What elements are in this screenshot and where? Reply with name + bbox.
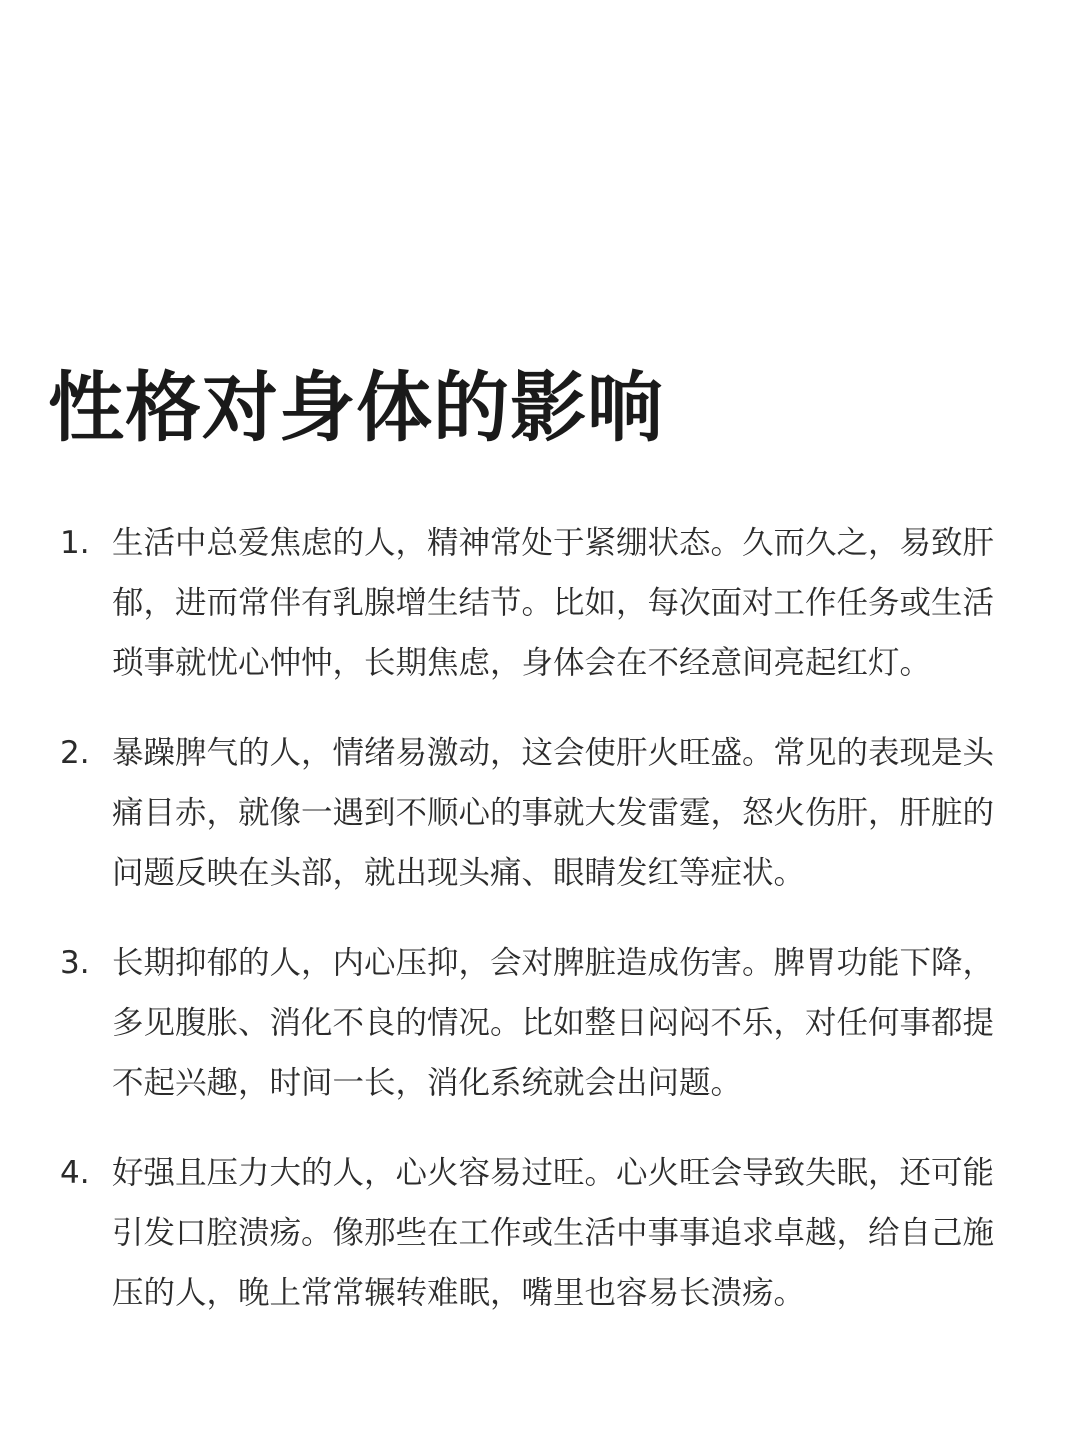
item-text: 暴躁脾气的人，情绪易激动，这会使肝火旺盛。常见的表现是头痛目赤，就像一遇到不顺心的事就大发雷霆，怒火伤肝，肝脏的问题反映在头部，就出现头痛、眼睛发红等症状。 xyxy=(112,735,995,891)
item-number: 2. xyxy=(60,735,90,771)
list-item xyxy=(0,723,1080,903)
item-text: 好强且压力大的人，心火容易过旺。心火旺会导致失眠，还可能引发口腔溃疡。像那些在工作或生活中事事追求卓越，给自己施压的人，晚上常常辗转难眠，嘴里也容易长溃疡。 xyxy=(112,1155,995,1311)
item-number: 4. xyxy=(60,1155,90,1191)
item-number: 3. xyxy=(60,945,90,981)
list-item xyxy=(0,933,1080,1113)
page-title: 性格对身体的影响 xyxy=(48,363,664,452)
list-item xyxy=(0,1143,1080,1323)
item-text: 生活中总爱焦虑的人，精神常处于紧绷状态。久而久之，易致肝郁，进而常伴有乳腺增生结节。比如，每次面对工作任务或生活琐事就忧心忡忡，长期焦虑，身体会在不经意间亮起红灯。 xyxy=(112,525,995,681)
effects-list xyxy=(0,513,1080,1353)
item-text: 长期抑郁的人，内心压抑，会对脾脏造成伤害。脾胃功能下降，多见腹胀、消化不良的情况。比如整日闷闷不乐，对任何事都提不起兴趣，时间一长，消化系统就会出问题。 xyxy=(112,945,995,1101)
list-item xyxy=(0,513,1080,693)
item-number: 1. xyxy=(60,525,90,561)
